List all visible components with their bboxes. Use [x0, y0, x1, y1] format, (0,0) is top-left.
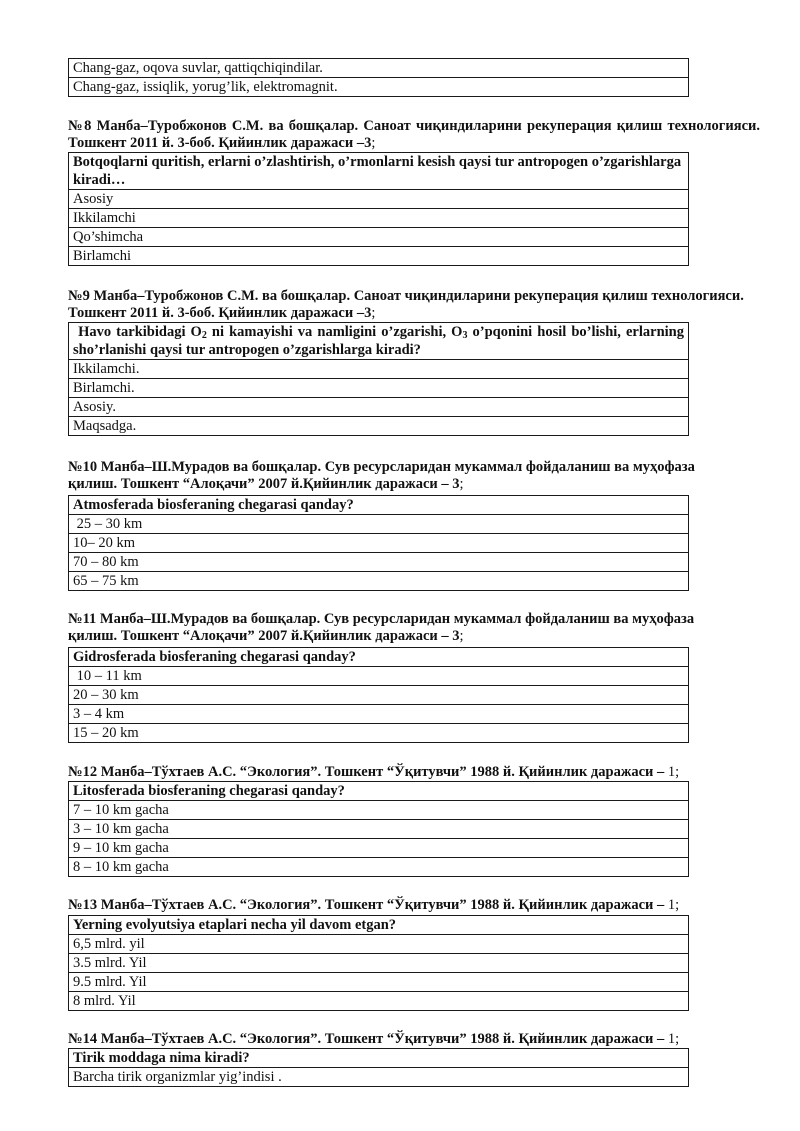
answer-option: Ikkilamchi: [69, 209, 689, 228]
answer-option: 6,5 mlrd. yil: [69, 935, 689, 954]
answer-option: 25 – 30 km: [69, 515, 689, 534]
table-row: [69, 379, 689, 398]
table-row: [69, 935, 689, 954]
answer-option: Ikkilamchi.: [69, 360, 689, 379]
table-row: [69, 323, 689, 360]
table-row: [69, 973, 689, 992]
table-row: [69, 209, 689, 228]
table-row: [69, 858, 689, 877]
table-row: [69, 839, 689, 858]
question-header-13: №13 Манба–Тўхтаев А.С. “Экология”. Тошкент “Ўқитувчи” 1988 й. Қийинлик даражаси – 1;: [68, 897, 680, 913]
answer-option: Chang-gaz, oqova suvlar, qattiqchiqindilar.: [69, 59, 689, 78]
question-text: Gidrosferada biosferaning chegarasi qanday?: [69, 648, 689, 667]
question-text: Litosferada biosferaning chegarasi qanday?: [69, 782, 689, 801]
question-header-9: №9 Манба–Туробжонов С.М. ва бошқалар. Саноат чиқиндиларини рекуперация қилиш технологияси. Тошкент 2011 й. 3-боб. Қийинлик даражаси –3;: [68, 288, 744, 321]
table-row: [69, 190, 689, 209]
table-row: [69, 417, 689, 436]
table-row: [69, 59, 689, 78]
table-row: [69, 686, 689, 705]
table-row: [69, 360, 689, 379]
table-row: [69, 954, 689, 973]
answer-option: 8 – 10 km gacha: [69, 858, 689, 877]
table-row: [69, 534, 689, 553]
question-table-8: [68, 152, 689, 266]
table-row: [69, 515, 689, 534]
table-row: [69, 992, 689, 1011]
answer-option: Chang-gaz, issiqlik, yorug’lik, elektromagnit.: [69, 78, 689, 97]
answer-option: 8 mlrd. Yil: [69, 992, 689, 1011]
answer-option: Asosiy: [69, 190, 689, 209]
table-row: [69, 801, 689, 820]
answer-option: 10 – 11 km: [69, 667, 689, 686]
question-table-12: [68, 781, 689, 877]
table-row: [69, 782, 689, 801]
table-row: [69, 724, 689, 743]
table-row: [69, 648, 689, 667]
question-header-10: №10 Манба–Ш.Мурадов ва бошқалар. Сув ресурсларидан мукаммал фойдаланиш ва муҳофаза қилиш. Тошкент “Алоқачи” 2007 й.Қийинлик даражаси – 3;: [68, 459, 695, 492]
answer-option: 3 – 10 km gacha: [69, 820, 689, 839]
table-row: [69, 705, 689, 724]
question-text: Havo tarkibidagi $O_2$ ni kamayishi va namligini o’zgarishi, $O_3$ o’pqonini hosil bo’lishi, erlarning sho’rlanishi qaysi tur antropogen o’zgarishlarga kiradi?: [69, 323, 689, 360]
question-table-14: [68, 1048, 689, 1087]
table-row: [69, 496, 689, 515]
question-text: Botqoqlarni quritish, erlarni o’zlashtirish, o’rmonlarni kesish qaysi tur antropogen o’zgarishlarga kiradi…: [69, 153, 689, 190]
table-row: [69, 667, 689, 686]
answer-option: 10– 20 km: [69, 534, 689, 553]
table-row: [69, 572, 689, 591]
question-table-13: [68, 915, 689, 1011]
table-row: [69, 78, 689, 97]
answer-option: 7 – 10 km gacha: [69, 801, 689, 820]
question-header-11: №11 Манба–Ш.Мурадов ва бошқалар. Сув ресурсларидан мукаммал фойдаланиш ва муҳофаза қилиш. Тошкент “Алоқачи” 2007 й.Қийинлик даражаси – 3;: [68, 611, 695, 644]
table-row: [69, 916, 689, 935]
question-text: Tirik moddaga nima kiradi?: [69, 1049, 689, 1068]
answer-option: 9.5 mlrd. Yil: [69, 973, 689, 992]
table-row: [69, 553, 689, 572]
question-text: Atmosferada biosferaning chegarasi qanday?: [69, 496, 689, 515]
table-row: [69, 247, 689, 266]
table-row: [69, 153, 689, 190]
question-header-12: №12 Манба–Тўхтаев А.С. “Экология”. Тошкент “Ўқитувчи” 1988 й. Қийинлик даражаси – 1;: [68, 764, 680, 780]
answer-option: Barcha tirik organizmlar yig’indisi .: [69, 1068, 689, 1087]
question-table-11: [68, 647, 689, 743]
table-row: [69, 1068, 689, 1087]
answer-option: Birlamchi.: [69, 379, 689, 398]
answer-option: 20 – 30 km: [69, 686, 689, 705]
table-row: [69, 1049, 689, 1068]
answer-option: Asosiy.: [69, 398, 689, 417]
answer-option: 70 – 80 km: [69, 553, 689, 572]
answer-option: Birlamchi: [69, 247, 689, 266]
answer-option: Maqsadga.: [69, 417, 689, 436]
answer-option: 65 – 75 km: [69, 572, 689, 591]
answer-option: 3.5 mlrd. Yil: [69, 954, 689, 973]
answer-option: Qo’shimcha: [69, 228, 689, 247]
table-row: [69, 820, 689, 839]
answer-table-top: [68, 58, 689, 97]
answer-option: 9 – 10 km gacha: [69, 839, 689, 858]
question-table-9: [68, 322, 689, 436]
answer-option: 3 – 4 km: [69, 705, 689, 724]
question-header-8: №8 Манба–Туробжонов С.М. ва бошқалар. Саноат чиқиндиларини рекуперация қилиш технологияси. Тошкент 2011 й. 3-боб. Қийинлик даражаси –3;: [68, 118, 760, 151]
question-header-14: №14 Манба–Тўхтаев А.С. “Экология”. Тошкент “Ўқитувчи” 1988 й. Қийинлик даражаси – 1;: [68, 1031, 680, 1047]
question-table-10: [68, 495, 689, 591]
question-text: Yerning evolyutsiya etaplari necha yil davom etgan?: [69, 916, 689, 935]
table-row: [69, 398, 689, 417]
answer-option: 15 – 20 km: [69, 724, 689, 743]
table-row: [69, 228, 689, 247]
